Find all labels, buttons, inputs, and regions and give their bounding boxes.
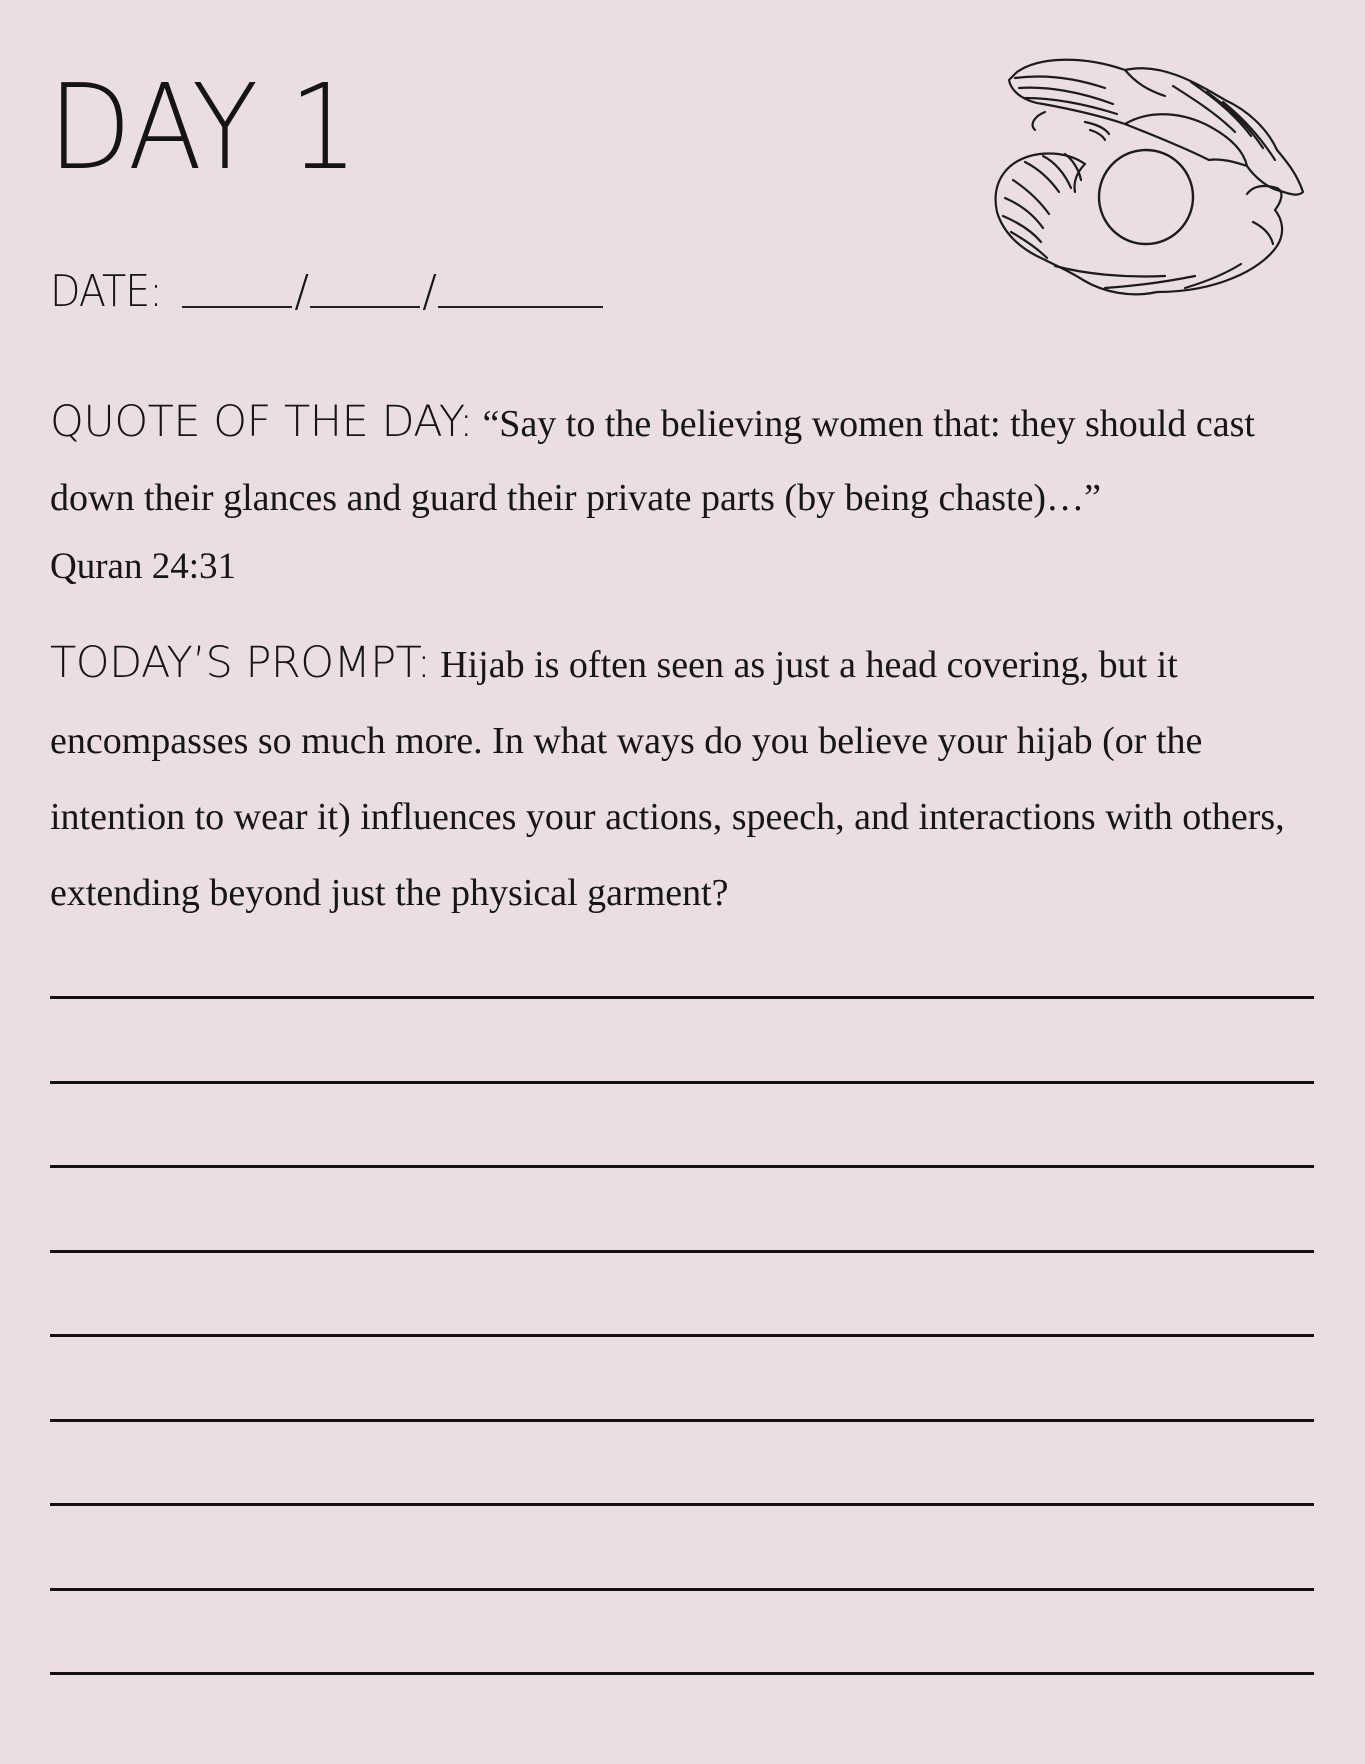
date-separator: / [422,266,436,317]
writing-line[interactable] [50,1250,1314,1253]
writing-line[interactable] [50,1503,1314,1506]
quote-label: QUOTE OF THE DAY: [50,397,473,447]
writing-line[interactable] [50,1419,1314,1422]
writing-area[interactable] [50,996,1314,1757]
writing-line[interactable] [50,1081,1314,1084]
date-year-blank[interactable] [438,306,603,308]
date-label: DATE: [50,266,162,317]
writing-line[interactable] [50,1334,1314,1337]
pearl-oyster-shell-icon [985,52,1315,307]
date-day-blank[interactable] [182,306,292,308]
quote-citation: Quran 24:31 [50,546,236,587]
page-title: DAY 1 [48,58,357,196]
writing-line[interactable] [50,1165,1314,1168]
date-separator: / [294,266,309,317]
prompt-text: Hijab is often seen as just a head covering, but it encompasses so much more. In what ways do you believe your hijab (or the intention to wear it) influences your actions, speech, and interactions with others, extending beyond just the physical garment? [50,644,1285,914]
quote-text: “Say to the believing women that: they should cast down their glances and guard their private parts (by being chaste)…” [50,403,1255,519]
date-field [50,266,603,317]
prompt-label: TODAY’S PROMPT: [50,638,431,688]
writing-line[interactable] [50,1672,1314,1675]
quote-section [50,385,1320,535]
date-month-blank[interactable] [310,306,420,308]
writing-line[interactable] [50,1588,1314,1591]
writing-line[interactable] [50,996,1314,999]
prompt-section [50,625,1320,931]
